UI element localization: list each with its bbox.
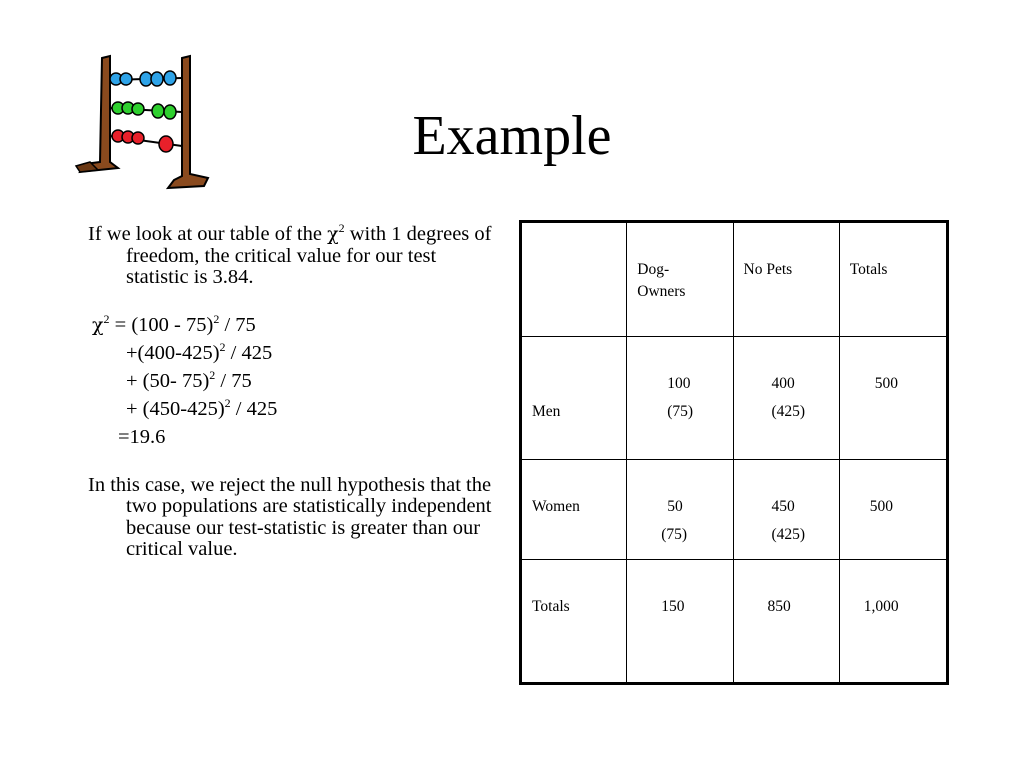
row-label-women: Women: [532, 498, 580, 515]
row-label-cell: [521, 460, 627, 560]
table-cell: [839, 337, 947, 460]
expected-value: (75): [661, 526, 688, 543]
table-header-cell: [733, 222, 839, 337]
row-label-totals: Totals: [532, 598, 570, 615]
conclusion-paragraph: In this case, we reject the null hypothesis that the two populations are statistically independent because our test-statistic is greater than our critical value.: [88, 473, 492, 560]
calc-divisor: / 75: [215, 369, 252, 392]
observed-value: 50: [667, 498, 683, 515]
chi-symbol: χ: [327, 223, 339, 245]
calc-line-2: [88, 339, 498, 367]
table-row: [521, 460, 948, 560]
calc-term: +(400-425): [126, 341, 220, 364]
calc-result: =19.6: [118, 425, 166, 448]
para1-end: with 1 degrees of freedom, the critical value for our test statistic is 3.84.: [126, 223, 492, 288]
table-cell: [839, 460, 947, 560]
explanation-text: [88, 221, 498, 561]
chi-symbol: χ: [92, 313, 104, 336]
row-label-cell: [521, 337, 627, 460]
para1-start: If we look at our table of the: [88, 223, 322, 245]
row-label-cell: [521, 560, 627, 684]
table-corner-cell: [521, 222, 627, 337]
header-no-pets: No Pets: [743, 261, 793, 278]
table-header-cell: [627, 222, 733, 337]
critical-value-paragraph: [88, 221, 498, 289]
table-cell: [839, 560, 947, 684]
chi-square-calculation: [88, 311, 498, 451]
table-cell: [733, 460, 839, 560]
slide-title: Example: [412, 105, 612, 167]
observed-value: 400: [771, 375, 795, 392]
column-total: 850: [767, 598, 791, 615]
header-dog-owners: Dog-Owners: [637, 261, 686, 300]
calc-term: = (100 - 75): [109, 313, 214, 336]
superscript-2: 2: [213, 311, 220, 326]
table-row: [521, 337, 948, 460]
calc-divisor: / 425: [225, 341, 273, 364]
row-total: 500: [869, 498, 893, 515]
expected-value: (425): [771, 403, 806, 420]
superscript-2: 2: [338, 221, 345, 236]
table-cell: [627, 460, 733, 560]
column-total: 150: [661, 598, 685, 615]
calc-line-1: [88, 311, 498, 339]
grand-total: 1,000: [863, 598, 899, 615]
table-row: [521, 560, 948, 684]
row-total: 500: [874, 375, 898, 392]
expected-value: (75): [667, 403, 694, 420]
calc-line-3: [88, 367, 498, 395]
table-header-cell: [839, 222, 947, 337]
superscript-2: 2: [209, 367, 216, 382]
observed-value: 450: [771, 498, 795, 515]
header-totals: Totals: [849, 261, 888, 278]
calc-divisor: / 75: [219, 313, 256, 336]
calc-term: + (50- 75): [126, 369, 210, 392]
table-cell: [627, 560, 733, 684]
calc-term: + (450-425): [126, 397, 225, 420]
superscript-2: 2: [219, 339, 226, 354]
table-cell: [733, 560, 839, 684]
expected-value: (425): [771, 526, 806, 543]
calc-line-4: [88, 395, 498, 423]
calc-divisor: / 425: [230, 397, 278, 420]
row-label-men: Men: [532, 403, 561, 420]
table-cell: [733, 337, 839, 460]
contingency-table: [519, 220, 949, 685]
table-cell: [627, 337, 733, 460]
superscript-2: 2: [224, 395, 231, 410]
table-header-row: [521, 222, 948, 337]
superscript-2: 2: [103, 311, 110, 326]
observed-value: 100: [667, 375, 691, 392]
